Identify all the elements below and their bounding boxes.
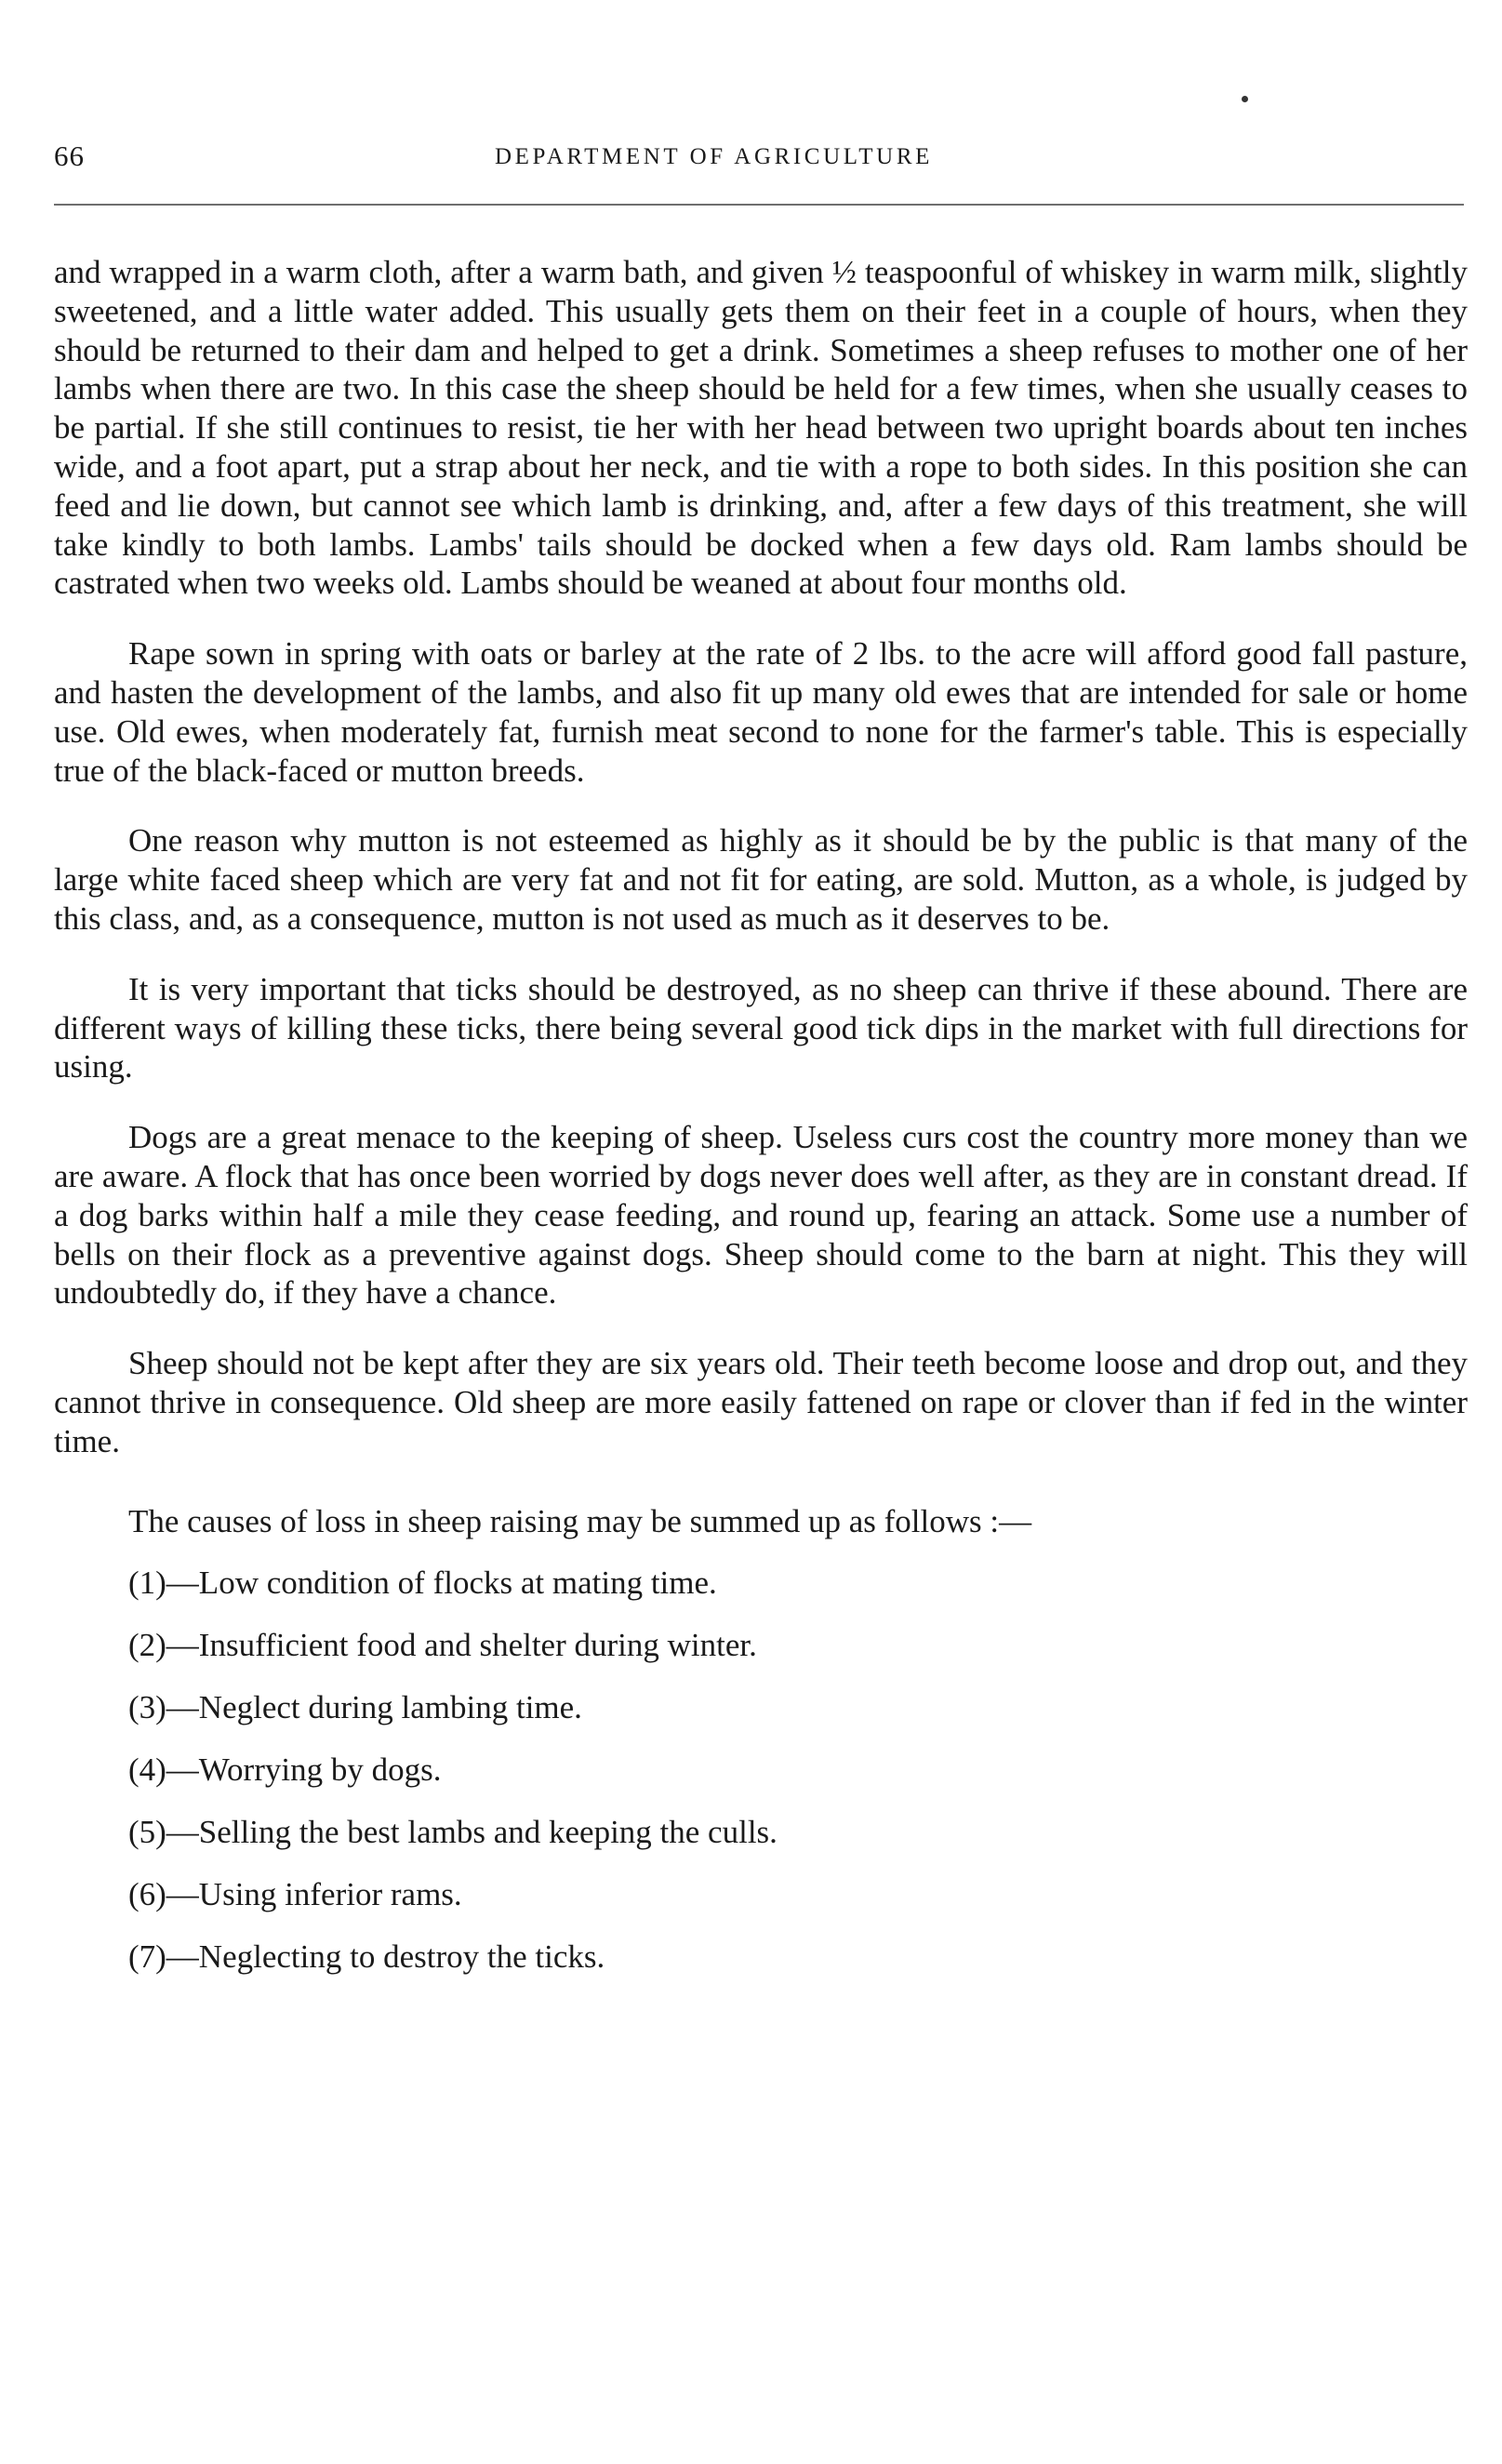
page-header — [54, 138, 1468, 184]
list-item: (2)—Insufficient food and shelter during winter. — [128, 1626, 757, 1663]
paragraph-lambing-care: and wrapped in a warm cloth, after a warm bath, and given ½ teaspoonful of whiskey in warm milk, slightly sweetened, and a little water added. This usually gets them on their feet in a couple of hours, when they should be returned to their dam and helped to get a drink. Sometimes a sheep refuses to mother one of her lambs when there are two. In this case the sheep should be held for a few times, when she usually ceases to be partial. If she still continues to resist, tie her with her head between two upright boards about ten inches wide, and a foot apart, put a strap about her neck, and tie with a rope to both sides. In this position she can feed and lie down, but cannot see which lamb is drinking, and, after a few days of this treatment, she will take kindly to both lambs. Lambs' tails should be docked when a few days old. Ram lambs should be castrated when two weeks old. Lambs should be weaned at about four months old. — [54, 254, 1468, 602]
list-item: (3)—Neglect during lambing time. — [128, 1688, 582, 1725]
list-item: (5)—Selling the best lambs and keeping the culls. — [128, 1813, 778, 1850]
print-speck — [1242, 96, 1248, 102]
list-item: (7)—Neglecting to destroy the ticks. — [128, 1938, 605, 1975]
loss-causes-list — [54, 1564, 1468, 1977]
list-item: (6)—Using inferior rams. — [128, 1875, 462, 1912]
paragraph-dogs: Dogs are a great menace to the keeping of sheep. Useless curs cost the country more money than we are aware. A flock that has once been worried by dogs never does well after, as they are in constant dread. If a dog barks within half a mile they cease feeding, and round up, fearing an attack. Some use a number of bells on their flock as a preventive against dogs. Sheep should come to the barn at night. This they will undoubtedly do, if they have a chance. — [54, 1119, 1468, 1312]
paragraph-mutton-esteem: One reason why mutton is not esteemed as highly as it should be by the public is that many of the large white faced sheep which are very fat and not fit for eating, are sold. Mutton, as a whole, is judged by this class, and, as a consequence, mutton is not used as much as it deserves to be. — [54, 822, 1468, 937]
list-item: (4)—Worrying by dogs. — [128, 1751, 442, 1788]
running-head: DEPARTMENT OF AGRICULTURE — [495, 144, 933, 169]
page-number: 66 — [54, 140, 85, 172]
header-rule — [54, 204, 1464, 206]
body-text — [54, 253, 1468, 2000]
list-item: (1)—Low condition of flocks at mating time. — [128, 1564, 717, 1601]
loss-list-intro: The causes of loss in sheep raising may be summed up as follows :— — [128, 1502, 1032, 1539]
paragraph-rape-pasture: Rape sown in spring with oats or barley at the rate of 2 lbs. to the acre will afford good fall pasture, and hasten the development of the lambs, and also fit up many old ewes that are intended for sale or home use. Old ewes, when moderately fat, furnish meat second to none for the farmer's table. This is especially true of the black-faced or mutton breeds. — [54, 635, 1468, 789]
paragraph-sheep-age: Sheep should not be kept after they are six years old. Their teeth become loose and drop out, and they cannot thrive in consequence. Old sheep are more easily fattened on rape or clover than if fed in the winter time. — [54, 1345, 1468, 1459]
paragraph-ticks: It is very important that ticks should be destroyed, as no sheep can thrive if these abound. There are different ways of killing these ticks, there being several good tick dips in the market with full directions for using. — [54, 970, 1468, 1085]
